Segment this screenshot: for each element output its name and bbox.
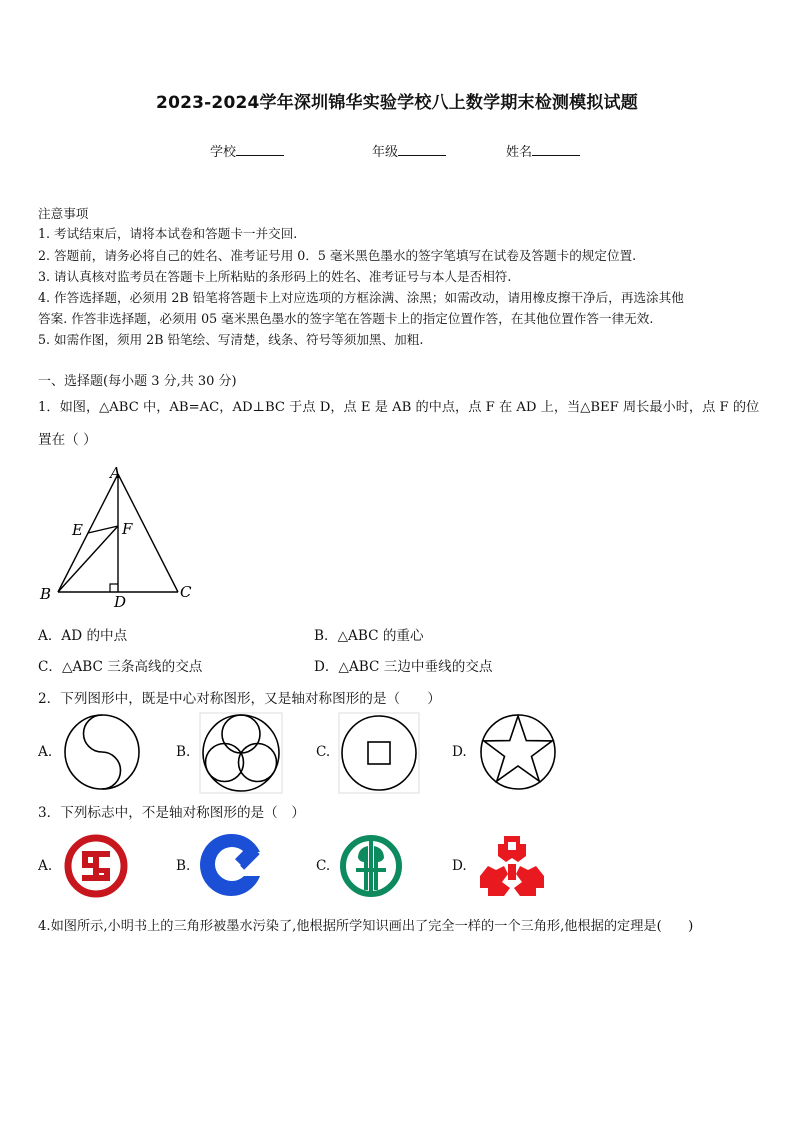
section-heading: 一、选择题(每小题 3 分,共 30 分) (38, 374, 237, 389)
q3-option-d-label: D. (452, 858, 467, 874)
school-field (210, 141, 284, 160)
school-blank (236, 143, 284, 156)
note-item: 2. 答题前，请务必将自己的姓名、准考证号用 0．5 毫米黑色墨水的签字笔填写在试卷及答题卡的规定位置. (38, 248, 637, 263)
q3-text: 3．下列标志中，不是轴对称图形的是（ ） (38, 805, 305, 821)
school-label: 学校 (210, 145, 237, 160)
q1-option-b: B．△ABC 的重心 (314, 628, 424, 644)
icbc-logo-icon (62, 832, 130, 900)
ccb-logo-icon (198, 830, 264, 900)
boc-logo-icon (474, 830, 550, 900)
name-field (506, 141, 580, 160)
q3-option-a-label: A. (38, 858, 53, 874)
name-blank (532, 143, 580, 156)
q2-option-a-label: A. (38, 744, 53, 760)
label-c: C (180, 583, 192, 601)
right-angle-mark (110, 584, 118, 592)
grade-field (372, 141, 446, 160)
note-item: 5. 如需作图，须用 2B 铅笔绘、写清楚，线条、符号等须加黑、加粗. (38, 332, 424, 347)
segment-bf (58, 526, 118, 592)
label-a: A (110, 464, 121, 482)
q1-option-d: D．△ABC 三边中垂线的交点 (314, 659, 493, 675)
abc-logo-icon (338, 832, 404, 900)
label-e: E (72, 521, 83, 539)
q1-text-line1: 1．如图，△ABC 中，AB=AC，AD⊥BC 于点 D，点 E 是 AB 的中点，点 F 在 AD 上，当△BEF 周长最小时，点 F 的位 (38, 400, 760, 415)
q4-text: 4.如图所示,小明书上的三角形被墨水污染了,他根据所学知识画出了完全一样的一个三角形,他根据的定理是( ) (38, 919, 694, 934)
coin-square-icon (338, 712, 420, 794)
q2-option-d-label: D. (452, 744, 467, 760)
three-circles-icon (198, 712, 284, 794)
star-circle-icon (478, 712, 558, 792)
page-title: 2023-2024学年深圳锦华实验学校八上数学期末检测模拟试题 (156, 93, 638, 113)
grade-label: 年级 (372, 145, 399, 160)
q2-text: 2．下列图形中，既是中心对称图形，又是轴对称图形的是（ ） (38, 691, 441, 707)
q1-option-c: C．△ABC 三条高线的交点 (38, 659, 203, 675)
q1-text-line2: 置在（ ） (38, 432, 97, 448)
name-label: 姓名 (506, 145, 533, 160)
notes-heading: 注意事项 (38, 206, 89, 221)
note-item: 3. 请认真核对监考员在答题卡上所粘贴的条形码上的姓名、准考证号与本人是否相符. (38, 269, 512, 284)
q3-option-c-label: C. (316, 858, 331, 874)
q1-triangle-figure (36, 460, 206, 610)
note-item: 4. 作答选择题，必须用 2B 铅笔将答题卡上对应选项的方框涂满、涂黑；如需改动，请用橡皮擦干净后，再选涂其他 (38, 290, 684, 305)
grade-blank (398, 143, 446, 156)
q1-option-a: A．AD 的中点 (38, 628, 128, 644)
note-item: 答案. 作答非选择题，必须用 05 毫米黑色墨水的签字笔在答题卡上的指定位置作答，在其他位置作答一律无效. (38, 311, 654, 326)
label-d: D (114, 593, 127, 611)
label-b: B (40, 585, 52, 603)
q2-option-c-label: C. (316, 744, 331, 760)
q3-option-b-label: B. (176, 858, 191, 874)
q2-option-b-label: B. (176, 744, 191, 760)
label-f: F (122, 520, 133, 538)
note-item: 1. 考试结束后，请将本试卷和答题卡一并交回. (38, 226, 298, 241)
yin-yang-icon (62, 712, 142, 792)
